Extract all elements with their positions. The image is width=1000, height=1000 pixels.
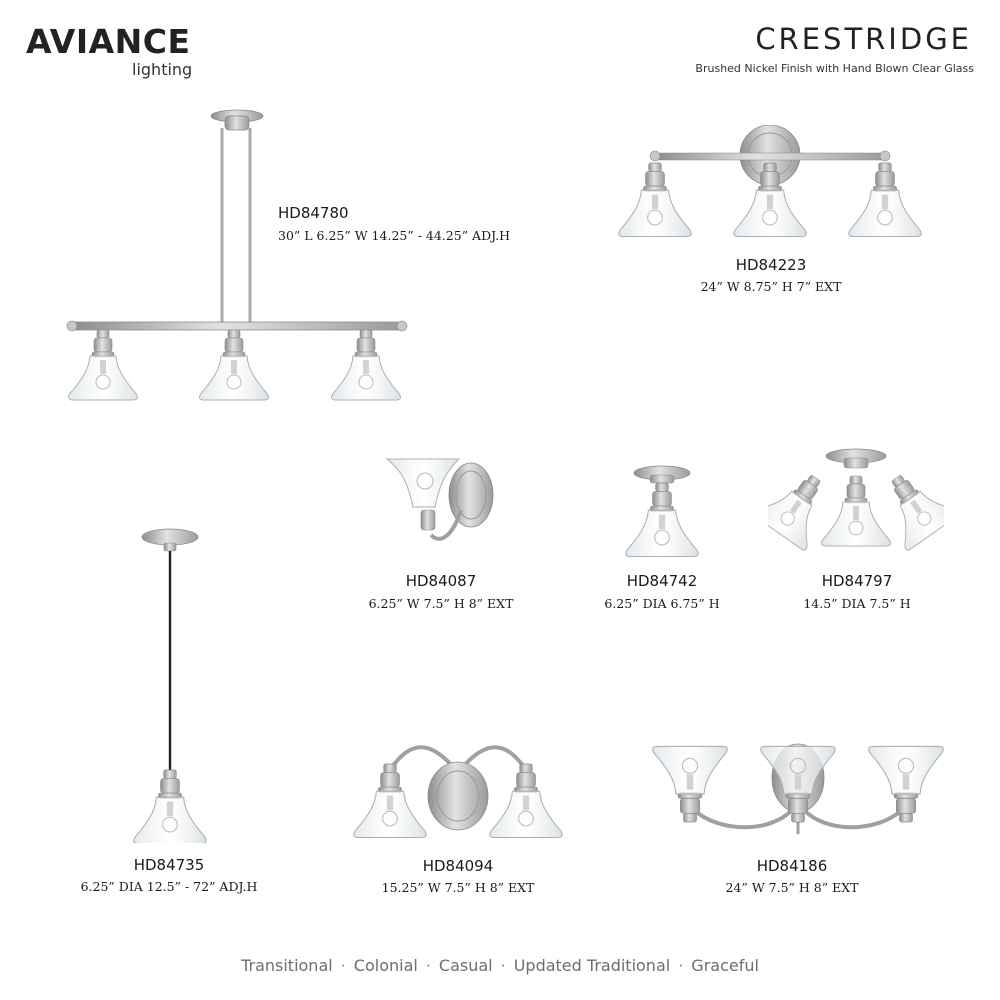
pendant-linear-image: [60, 100, 420, 405]
flush-mount-4-light-image: [768, 448, 944, 556]
sconce-1-light-image: [383, 455, 503, 555]
product-dims-hd84186: 24” W 7.5” H 8” EXT: [725, 880, 859, 895]
product-model-hd84797: HD84797: [821, 572, 893, 590]
vanity-3-light-image: [615, 125, 925, 240]
product-dims-hd84797: 14.5” DIA 7.5” H: [803, 596, 911, 611]
flush-mount-1-light-image: [622, 465, 702, 557]
product-dims-hd84735: 6.25” DIA 12.5” - 72” ADJ.H: [80, 879, 258, 894]
tag-separator: ·: [500, 956, 506, 975]
brand-name: AVIANCE: [26, 22, 191, 61]
product-model-hd84087: HD84087: [405, 572, 477, 590]
product-dims-hd84087: 6.25” W 7.5” H 8” EXT: [368, 596, 514, 611]
style-tag: Graceful: [691, 956, 759, 975]
product-model-hd84735: HD84735: [133, 856, 205, 874]
product-model-hd84780: HD84780: [278, 204, 349, 222]
tag-separator: ·: [340, 956, 346, 975]
style-tag: Colonial: [353, 956, 418, 975]
style-tag: Transitional: [241, 956, 333, 975]
product-model-hd84094: HD84094: [422, 857, 494, 875]
product-dims-hd84223: 24” W 8.75” H 7” EXT: [700, 279, 842, 294]
vanity-2-light-image: [350, 740, 566, 842]
product-model-hd84223: HD84223: [735, 256, 807, 274]
product-dims-hd84742: 6.25” DIA 6.75” H: [604, 596, 720, 611]
tag-separator: ·: [425, 956, 431, 975]
brand-logo: [26, 24, 196, 84]
product-model-hd84742: HD84742: [626, 572, 698, 590]
style-tag: Casual: [438, 956, 493, 975]
collection-title: CRESTRIDGE: [755, 22, 972, 56]
mini-pendant-image: [130, 525, 210, 843]
product-dims-hd84094: 15.25” W 7.5” H 8” EXT: [381, 880, 535, 895]
brand-sub: lighting: [132, 60, 193, 79]
collection-subtitle: Brushed Nickel Finish with Hand Blown Clear Glass: [695, 62, 974, 75]
style-tags: [241, 956, 759, 975]
product-dims-hd84780: 30” L 6.25” W 14.25” - 44.25” ADJ.H: [278, 228, 511, 243]
tag-separator: ·: [678, 956, 684, 975]
style-tag: Updated Traditional: [513, 956, 671, 975]
vanity-3-light-up-image: [650, 738, 946, 840]
product-model-hd84186: HD84186: [756, 857, 828, 875]
